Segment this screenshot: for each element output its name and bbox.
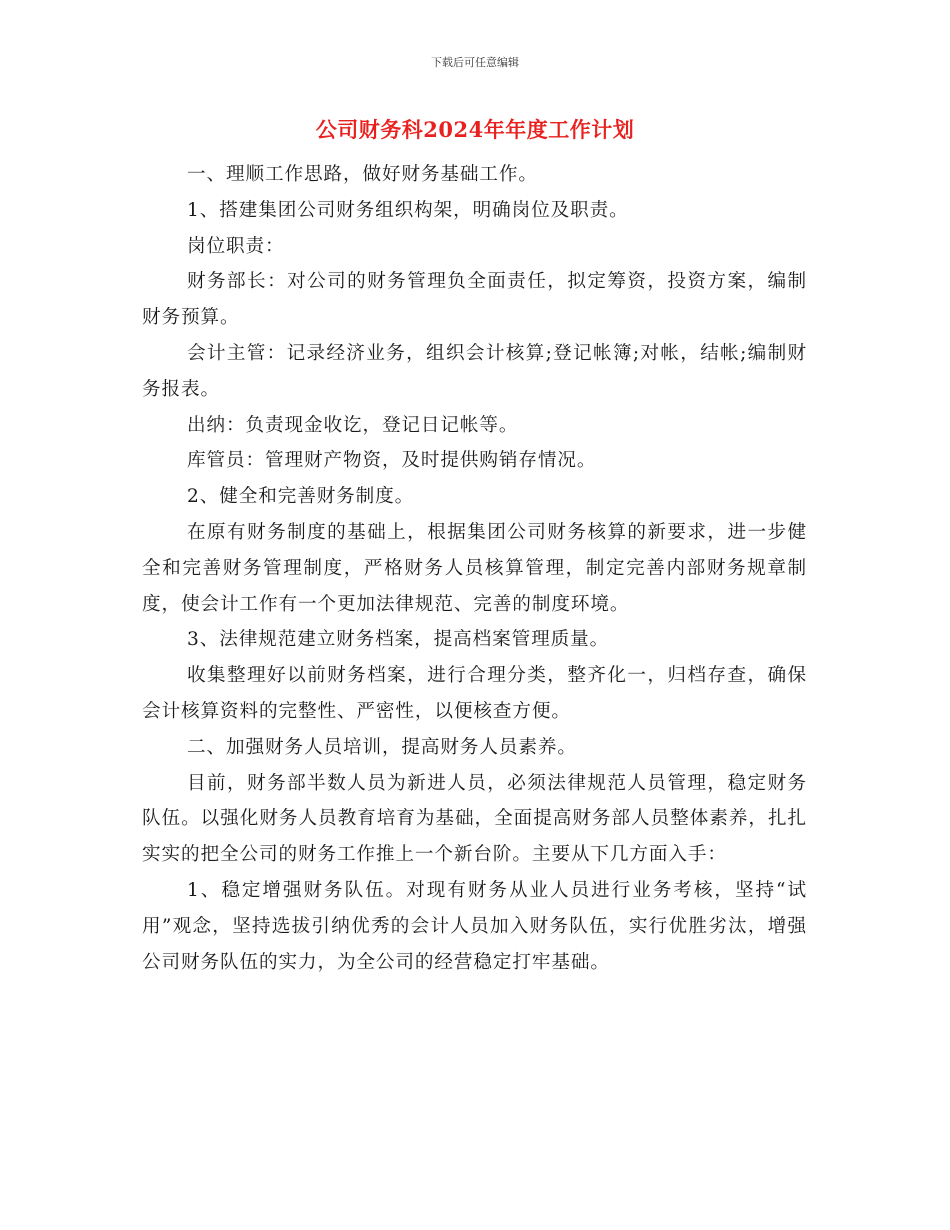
paragraph: 会计主管：记录经济业务，组织会计核算;登记帐簿;对帐，结帐;编制财务报表。 — [142, 342, 807, 400]
paragraph: 3、法律规范建立财务档案，提高档案管理质量。 — [187, 629, 610, 651]
paragraph: 财务部长：对公司的财务管理负全面责任，拟定筹资，投资方案，编制财务预算。 — [142, 271, 807, 329]
paragraph: 2、健全和完善财务制度。 — [187, 486, 415, 508]
paragraph: 目前，财务部半数人员为新进人员，必须法律规范人员管理，稳定财务队伍。以强化财务人员教育培育为基础，全面提高财务部人员整体素养，扎扎实实的把全公司的财务工作推上一个新台阶。主要从下几方面入手： — [142, 772, 807, 866]
paragraph: 出纳：负责现金收讫，登记日记帐等。 — [187, 414, 519, 436]
paragraph: 收集整理好以前财务档案，进行合理分类，整齐化一，归档存查，确保会计核算资料的完整性、严密性，以便核查方便。 — [142, 665, 807, 722]
paragraph: 在原有财务制度的基础上，根据集团公司财务核算的新要求，进一步健全和完善财务管理制度，严格财务人员核算管理，制定完善内部财务规章制度，使会计工作有一个更加法律规范、完善的制度环境。 — [142, 521, 807, 615]
paragraph: 一、理顺工作思路，做好财务基础工作。 — [187, 164, 538, 185]
page-header: 下载后可任意编辑 — [431, 56, 519, 69]
document-body — [142, 157, 807, 980]
paragraph: 库管员：管理财产物资，及时提供购销存情况。 — [187, 450, 597, 472]
paragraph: 岗位职责： — [187, 235, 285, 257]
document-title: 公司财务科2024年年度工作计划 — [315, 117, 635, 142]
paragraph: 1、稳定增强财务队伍。对现有财务从业人员进行业务考核，坚持“试用”观念，坚持选拔引纳优秀的会计人员加入财务队伍，实行优胜劣汰，增强公司财务队伍的实力，为全公司的经营稳定打牢基础。 — [142, 879, 807, 973]
paragraph: 二、加强财务人员培训，提高财务人员素养。 — [187, 736, 577, 758]
paragraph: 1、搭建集团公司财务组织构架，明确岗位及职责。 — [187, 199, 629, 221]
